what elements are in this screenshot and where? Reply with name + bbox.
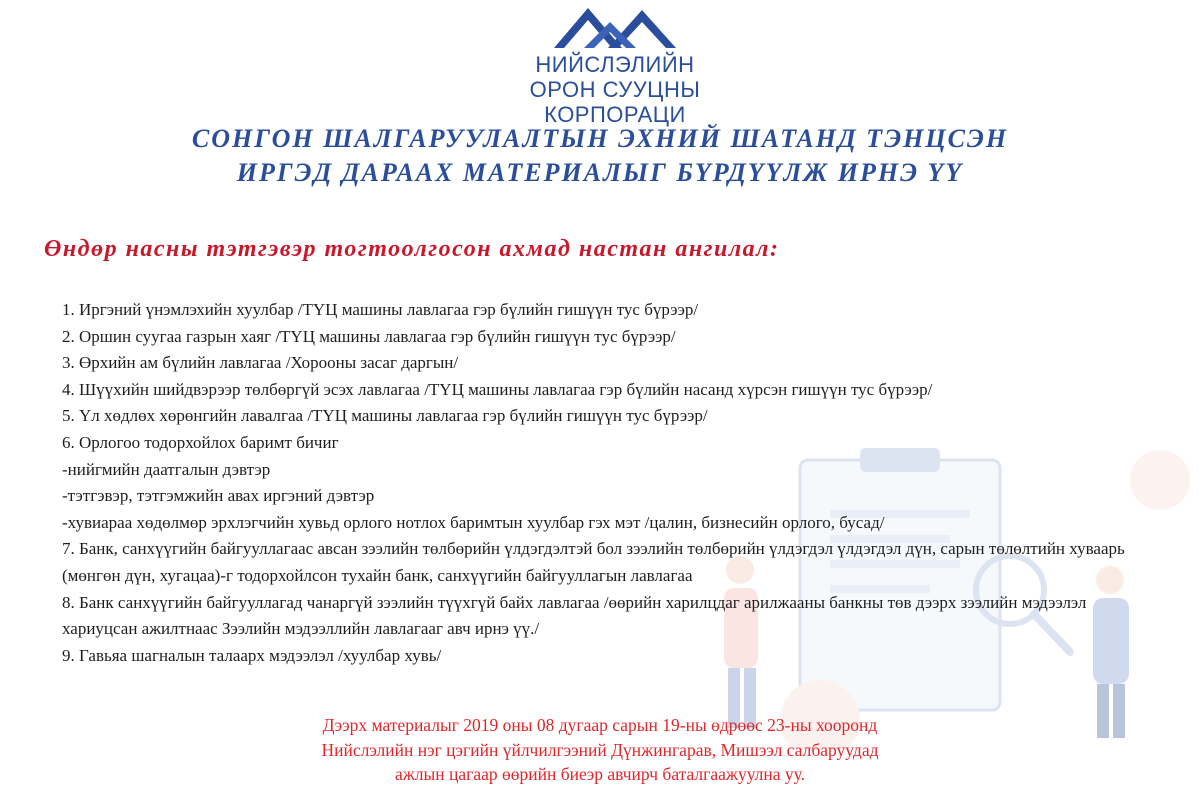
headline-line-1: СОНГОН ШАЛГАРУУЛАЛТЫН ЭХНИЙ ШАТАНД ТЭНЦСЭН [191, 124, 1009, 153]
headline-line-2: ИРГЭД ДАРААХ МАТЕРИАЛЫГ БҮРДҮҮЛЖ ИРНЭ ҮҮ [236, 158, 964, 187]
footer-line-1: Дээрх материалыг 2019 оны 08 дугаар сарын 19-ны өдрөөс 23-ны хооронд [322, 715, 878, 735]
logo [460, 4, 770, 127]
list-item: -нийгмийн даатгалын дэвтэр [62, 459, 271, 479]
list-item: 8. Банк санхүүгийн байгууллагад чанаргүй зээлийн түүхгүй байх лавлагаа /өөрийн харилцдаг арилжааны банкны төв дээрх зээлийн мэдээлэл хариуцсан ажилтнаас Зээлийн мэдээллийн лавлагааг авч ирнэ үү./ [62, 592, 1087, 639]
list-item: 1. Иргэний үнэмлэхийн хуулбар /ТҮЦ машины лавлагаа гэр бүлийн гишүүн тус бүрээр/ [62, 300, 699, 319]
requirements-list [62, 297, 1152, 669]
list-item: 7. Банк, санхүүгийн байгууллагаас авсан зээлийн төлбөрийн үлдэгдэлтэй бол зээлийн төлбөрийн үлдэгдэл үлдэгдэл дүн, сарын төлөлтийн хуваарь (мөнгөн дүн, хугацаа)-г тодорхойлсон тухайн банк, санхүүгийн байгууллагын лавлагаа [62, 539, 1125, 585]
logo-line-2: ОРОН СУУЦНЫ КОРПОРАЦИ [529, 77, 701, 127]
page-headline [100, 122, 1100, 190]
list-item: 2. Оршин суугаа газрын хаяг /ТҮЦ машины лавлагаа гэр бүлийн гишүүн тус бүрээр/ [62, 326, 676, 346]
footer-line-3: ажлын цагаар өөрийн биеэр авчирч баталгаажуулна уу. [394, 764, 806, 784]
list-item: 3. Өрхийн ам бүлийн лавлагаа /Хорооны засаг даргын/ [62, 353, 459, 373]
list-item: 4. Шүүхийн шийдвэрээр төлбөргүй эсэх лавлагаа /ТҮЦ машины лавлагаа гэр бүлийн насанд хүрсэн гишүүн тус бүрээр/ [62, 379, 933, 399]
list-item: 5. Үл хөдлөх хөрөнгийн лавалгаа /ТҮЦ машины лавлагаа гэр бүлийн гишүүн тус бүрээр/ [62, 406, 708, 426]
logo-line-1: НИЙСЛЭЛИЙН [535, 52, 695, 77]
list-item: -хувиараа хөдөлмөр эрхлэгчийн хувьд орлого нотлох баримтын хуулбар гэх мэт /цалин, бизнесийн орлого, бусад/ [62, 512, 885, 532]
footer-line-2: Нийслэлийн нэг цэгийн үйлчилгээний Дүнжингарав, Мишээл салбаруудад [321, 739, 879, 760]
list-item: 9. Гавьяа шагналын талаарх мэдээлэл /хуулбар хувь/ [62, 645, 442, 665]
footer-notice [150, 713, 1050, 787]
list-item: -тэтгэвэр, тэтгэмжийн авах иргэний дэвтэр [62, 486, 375, 506]
list-item: 6. Орлогоо тодорхойлох баримт бичиг [62, 432, 339, 452]
house-roof-icon [550, 4, 680, 50]
category-heading: Өндөр насны тэтгэвэр тогтоолгосон ахмад настан ангилал: [44, 236, 780, 262]
